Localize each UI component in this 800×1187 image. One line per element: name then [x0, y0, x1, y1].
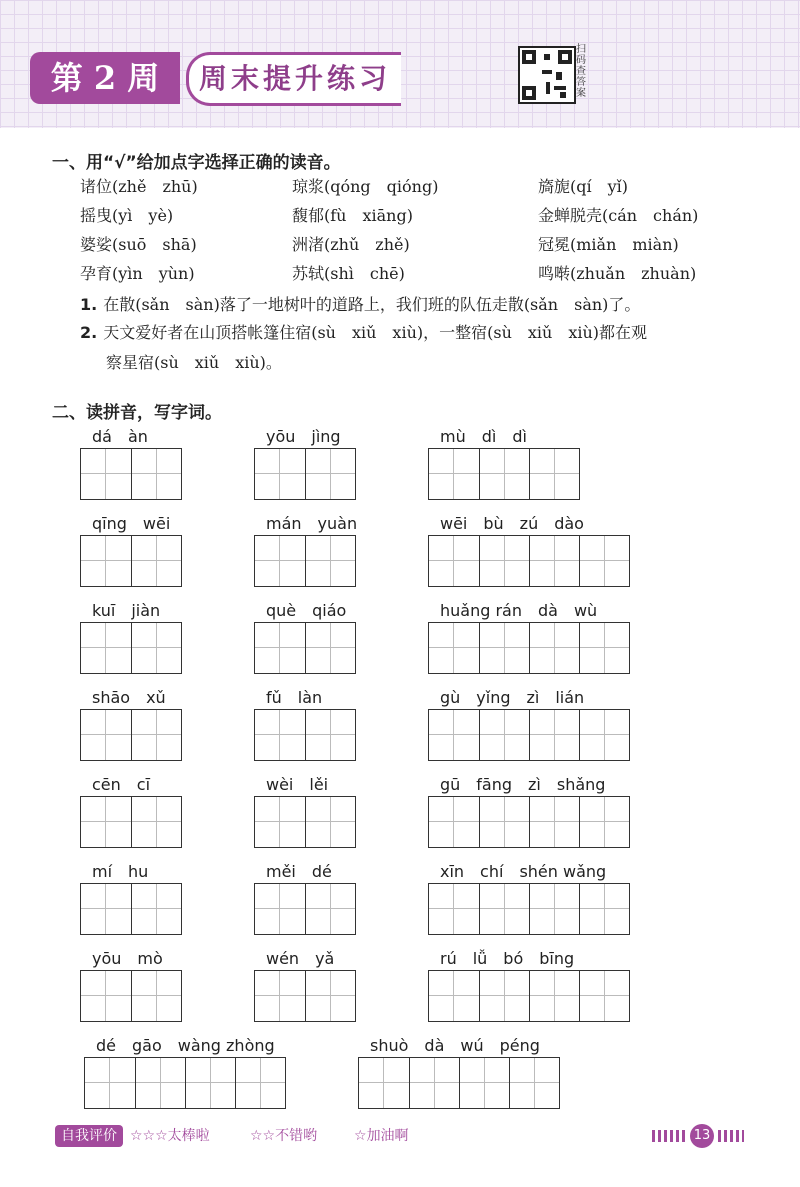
pinyin-label: qīng wēi — [92, 514, 171, 533]
writing-cell[interactable] — [579, 710, 629, 760]
writing-cell[interactable] — [305, 710, 355, 760]
writing-box-group — [80, 535, 182, 587]
page-decoration — [652, 1130, 688, 1142]
writing-cell[interactable] — [579, 536, 629, 586]
writing-cell[interactable] — [479, 623, 529, 673]
pinyin-label: shuò dà wú péng — [370, 1036, 540, 1055]
star-icon: ☆ — [354, 1128, 367, 1144]
writing-cell[interactable] — [255, 536, 305, 586]
pronunciation-item[interactable]: 馥郁(fù xiāng) — [292, 206, 413, 225]
pinyin-label: fǔ làn — [266, 688, 323, 707]
rating-text: 不错哟 — [275, 1128, 318, 1144]
writing-cell[interactable] — [479, 797, 529, 847]
writing-cell[interactable] — [429, 884, 479, 934]
writing-cell[interactable] — [235, 1058, 285, 1108]
pronunciation-item[interactable]: 鸣啭(zhuǎn zhuàn) — [538, 264, 697, 283]
writing-cell[interactable] — [479, 536, 529, 586]
writing-cell[interactable] — [479, 971, 529, 1021]
writing-cell[interactable] — [429, 623, 479, 673]
writing-cell[interactable] — [131, 971, 181, 1021]
writing-box-group — [428, 535, 630, 587]
qr-code-icon[interactable] — [518, 46, 576, 104]
pinyin-label: wén yǎ — [266, 949, 335, 968]
writing-box-group — [254, 622, 356, 674]
star-icon: ☆☆ — [250, 1128, 276, 1144]
writing-cell[interactable] — [81, 449, 131, 499]
writing-cell[interactable] — [579, 971, 629, 1021]
writing-cell[interactable] — [479, 884, 529, 934]
writing-box-group — [80, 970, 182, 1022]
writing-cell[interactable] — [359, 1058, 409, 1108]
writing-cell[interactable] — [131, 797, 181, 847]
writing-box-group — [80, 883, 182, 935]
rating-option-2 — [250, 1125, 317, 1147]
sentence-text: 在散(sǎn sàn)落了一地树叶的道路上，我们班的队伍走散(sǎn sàn)了。 — [103, 295, 641, 314]
writing-cell[interactable] — [529, 797, 579, 847]
writing-cell[interactable] — [131, 536, 181, 586]
writing-cell[interactable] — [131, 884, 181, 934]
writing-cell[interactable] — [131, 623, 181, 673]
pinyin-label: xīn chí shén wǎng — [440, 862, 607, 881]
pinyin-label: kuī jiàn — [92, 601, 161, 620]
rating-text: 太棒啦 — [167, 1128, 210, 1144]
self-eval-label: 自我评价 — [55, 1125, 123, 1147]
pinyin-label: dé gāo wàng zhòng — [96, 1036, 275, 1055]
writing-box-group — [428, 883, 630, 935]
writing-box-group — [84, 1057, 286, 1109]
sentence-number: 2. — [80, 323, 98, 342]
rating-option-3 — [130, 1125, 210, 1147]
pinyin-label: rú lǚ bó bīng — [440, 949, 575, 968]
writing-cell[interactable] — [131, 710, 181, 760]
writing-cell[interactable] — [81, 536, 131, 586]
writing-cell[interactable] — [305, 536, 355, 586]
sentence-number: 1. — [80, 295, 98, 314]
pinyin-label: mán yuàn — [266, 514, 358, 533]
writing-cell[interactable] — [479, 449, 529, 499]
writing-cell[interactable] — [509, 1058, 559, 1108]
writing-cell[interactable] — [255, 971, 305, 1021]
sentence-text: 天文爱好者在山顶搭帐篷住宿(sù xiǔ xiù)，一整宿(sù xiǔ xiù)都在观 — [103, 323, 648, 342]
writing-cell[interactable] — [429, 797, 479, 847]
writing-cell[interactable] — [85, 1058, 135, 1108]
writing-cell[interactable] — [135, 1058, 185, 1108]
writing-box-group — [254, 796, 356, 848]
pinyin-label: wèi lěi — [266, 775, 329, 794]
writing-box-group — [80, 622, 182, 674]
pronunciation-item[interactable]: 金蝉脱壳(cán chán) — [538, 206, 699, 225]
page-footer — [0, 1120, 800, 1154]
page-decoration — [718, 1130, 744, 1142]
writing-cell[interactable] — [529, 536, 579, 586]
writing-cell[interactable] — [255, 710, 305, 760]
writing-cell[interactable] — [529, 710, 579, 760]
page-title: 周末提升练习 — [198, 62, 391, 95]
pinyin-label: mù dì dì — [440, 427, 527, 446]
writing-box-group — [254, 970, 356, 1022]
writing-cell[interactable] — [81, 623, 131, 673]
pronunciation-item[interactable]: 冠冕(miǎn miàn) — [538, 235, 679, 254]
writing-box-group — [80, 709, 182, 761]
writing-cell[interactable] — [255, 884, 305, 934]
writing-cell[interactable] — [579, 884, 629, 934]
sentence-text: 察星宿(sù xiǔ xiù)。 — [106, 353, 282, 372]
writing-box-group — [358, 1057, 560, 1109]
writing-cell[interactable] — [305, 884, 355, 934]
page-header — [0, 0, 800, 128]
pronunciation-item[interactable]: 诸位(zhě zhū) — [80, 177, 198, 196]
pinyin-label: yōu mò — [92, 949, 163, 968]
writing-cell[interactable] — [131, 449, 181, 499]
writing-cell[interactable] — [81, 884, 131, 934]
writing-box-group — [80, 448, 182, 500]
writing-cell[interactable] — [479, 710, 529, 760]
week-label: 第 2 周 — [30, 52, 180, 104]
pinyin-label: yōu jìng — [266, 427, 341, 446]
pronunciation-item[interactable]: 琼浆(qóng qióng) — [292, 177, 439, 196]
writing-cell[interactable] — [579, 623, 629, 673]
pinyin-label: měi dé — [266, 862, 332, 881]
pronunciation-item[interactable]: 婆娑(suō shā) — [80, 235, 197, 254]
sentence-item[interactable] — [80, 292, 640, 315]
rating-text: 加油啊 — [366, 1128, 409, 1144]
writing-box-group — [254, 535, 356, 587]
pinyin-label: què qiáo — [266, 601, 347, 620]
writing-cell[interactable] — [529, 449, 579, 499]
pinyin-label: wēi bù zú dào — [440, 514, 584, 533]
pinyin-label: huǎng rán dà wù — [440, 601, 598, 620]
writing-box-group — [254, 709, 356, 761]
writing-cell[interactable] — [429, 971, 479, 1021]
writing-cell[interactable] — [305, 449, 355, 499]
writing-cell[interactable] — [529, 623, 579, 673]
writing-cell[interactable] — [579, 797, 629, 847]
writing-box-group — [428, 448, 580, 500]
writing-cell[interactable] — [305, 797, 355, 847]
title-box — [186, 52, 401, 106]
writing-cell[interactable] — [81, 797, 131, 847]
pinyin-label: cēn cī — [92, 775, 151, 794]
pronunciation-item[interactable]: 旖旎(qí yǐ) — [538, 177, 629, 196]
writing-cell[interactable] — [429, 449, 479, 499]
section2-heading: 二、读拼音，写字词。 — [52, 403, 222, 423]
scan-answer-label: 扫码查答案 — [576, 44, 586, 99]
writing-cell[interactable] — [305, 623, 355, 673]
pinyin-label: dá àn — [92, 427, 148, 446]
sentence-item[interactable] — [80, 320, 647, 343]
writing-cell[interactable] — [429, 536, 479, 586]
pronunciation-item[interactable]: 洲渚(zhǔ zhě) — [292, 235, 410, 254]
writing-cell[interactable] — [255, 623, 305, 673]
star-icon: ☆☆☆ — [130, 1128, 168, 1144]
pinyin-label: gù yǐng zì lián — [440, 688, 585, 707]
rating-option-1 — [354, 1125, 409, 1147]
pinyin-label: mí hu — [92, 862, 149, 881]
writing-cell[interactable] — [185, 1058, 235, 1108]
writing-cell[interactable] — [429, 710, 479, 760]
writing-box-group — [428, 970, 630, 1022]
writing-box-group — [428, 709, 630, 761]
writing-cell[interactable] — [529, 884, 579, 934]
section1-heading: 一、用“√”给加点字选择正确的读音。 — [52, 153, 341, 173]
writing-box-group — [254, 883, 356, 935]
pinyin-label: shāo xǔ — [92, 688, 166, 707]
writing-cell[interactable] — [529, 971, 579, 1021]
writing-cell[interactable] — [459, 1058, 509, 1108]
writing-cell[interactable] — [255, 449, 305, 499]
writing-box-group — [428, 796, 630, 848]
writing-cell[interactable] — [305, 971, 355, 1021]
writing-box-group — [428, 622, 630, 674]
writing-cell[interactable] — [81, 710, 131, 760]
sentence-item[interactable] — [100, 350, 282, 373]
pronunciation-item[interactable]: 苏轼(shì chē) — [292, 264, 405, 283]
pronunciation-item[interactable]: 摇曳(yì yè) — [80, 206, 174, 225]
pinyin-label: gū fāng zì shǎng — [440, 775, 606, 794]
writing-cell[interactable] — [255, 797, 305, 847]
page-number: 13 — [690, 1124, 714, 1148]
pronunciation-item[interactable]: 孕育(yìn yùn) — [80, 264, 195, 283]
writing-cell[interactable] — [409, 1058, 459, 1108]
writing-box-group — [254, 448, 356, 500]
writing-cell[interactable] — [81, 971, 131, 1021]
writing-box-group — [80, 796, 182, 848]
